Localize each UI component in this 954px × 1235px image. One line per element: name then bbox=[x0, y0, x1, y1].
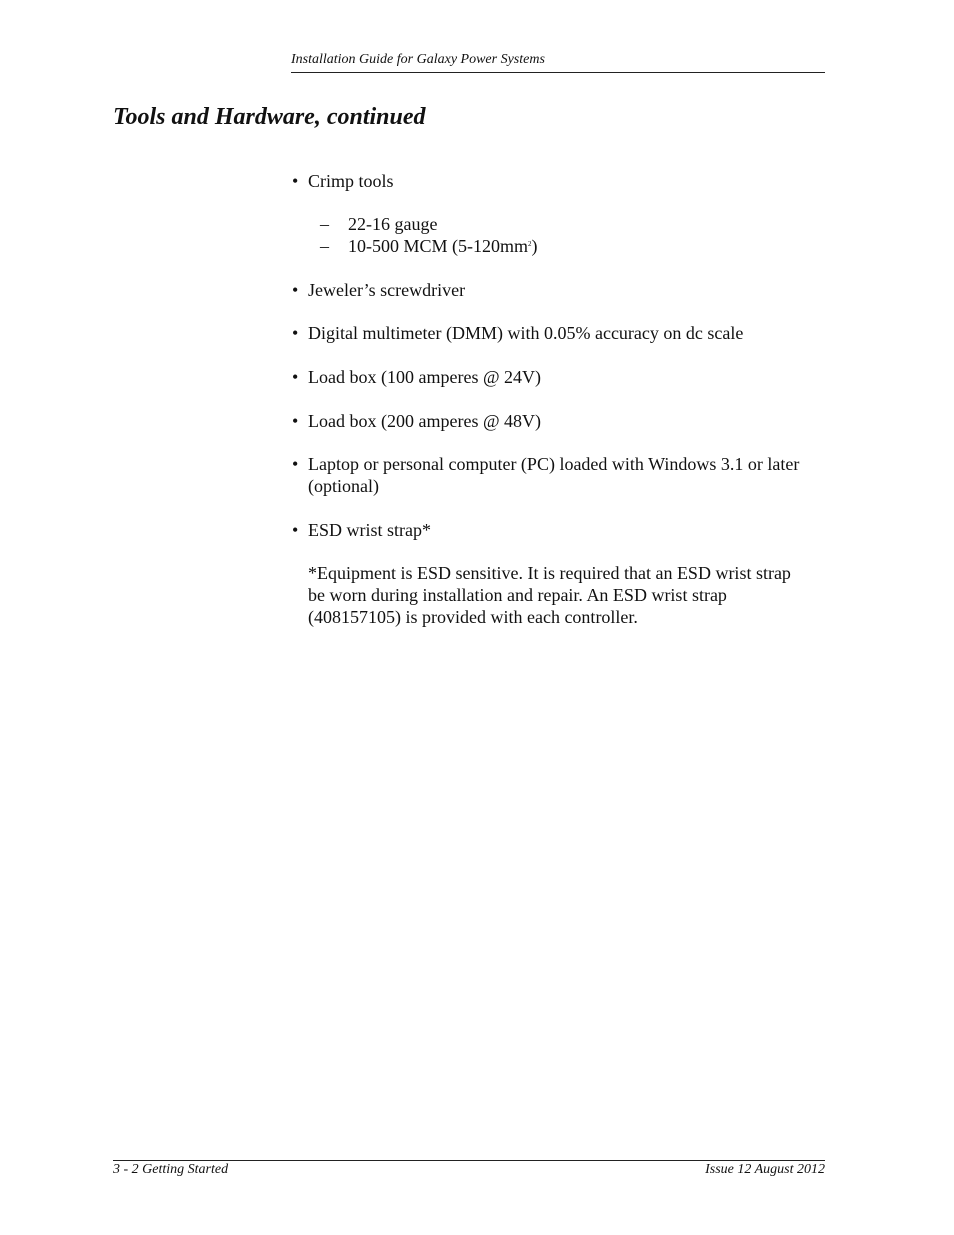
list-item-digital-multimeter: Digital multimeter (DMM) with 0.05% accuracy on dc scale bbox=[308, 323, 744, 343]
list-item-jewelers-screwdriver: Jeweler’s screwdriver bbox=[308, 280, 466, 300]
bullet-icon: • bbox=[292, 411, 299, 431]
list-item-load-box-100: Load box (100 amperes @ 24V) bbox=[308, 367, 542, 387]
page-title: Tools and Hardware, continued bbox=[113, 104, 426, 130]
bullet-icon: • bbox=[292, 367, 299, 387]
running-header-title: Installation Guide for Galaxy Power Systems bbox=[291, 52, 545, 67]
mcm-close-paren: ) bbox=[531, 236, 538, 256]
esd-note-line-1: *Equipment is ESD sensitive. It is required that an ESD wrist strap bbox=[308, 563, 791, 583]
dash-icon: – bbox=[320, 214, 329, 234]
bullet-icon: • bbox=[292, 171, 299, 191]
esd-note-line-3: (408157105) is provided with each controller. bbox=[308, 607, 638, 627]
list-item-esd-wrist-strap: ESD wrist strap* bbox=[308, 520, 431, 540]
bullet-icon: • bbox=[292, 520, 299, 540]
header-rule bbox=[291, 72, 825, 73]
list-item-load-box-200: Load box (200 amperes @ 48V) bbox=[308, 411, 542, 431]
dash-icon: – bbox=[320, 236, 329, 256]
list-item-laptop-line-1: Laptop or personal computer (PC) loaded with Windows 3.1 or later bbox=[308, 454, 800, 474]
bullet-icon: • bbox=[292, 454, 299, 474]
list-item-crimp-tools: Crimp tools bbox=[308, 171, 394, 191]
sublist-item-22-16-gauge: 22-16 gauge bbox=[348, 214, 438, 234]
footer-rule bbox=[113, 1160, 825, 1161]
footer-page-section: 3 - 2 Getting Started bbox=[113, 1162, 229, 1177]
esd-note-line-2: be worn during installation and repair. An ESD wrist strap bbox=[308, 585, 727, 605]
list-item-laptop-line-2: (optional) bbox=[308, 476, 379, 496]
footer-issue-date: Issue 12 August 2012 bbox=[705, 1162, 825, 1177]
sublist-item-mcm bbox=[348, 235, 538, 257]
bullet-icon: • bbox=[292, 323, 299, 343]
bullet-icon: • bbox=[292, 280, 299, 300]
superscript-2: 2 bbox=[528, 240, 532, 248]
mcm-text: 10-500 MCM (5-120mm bbox=[348, 236, 528, 256]
